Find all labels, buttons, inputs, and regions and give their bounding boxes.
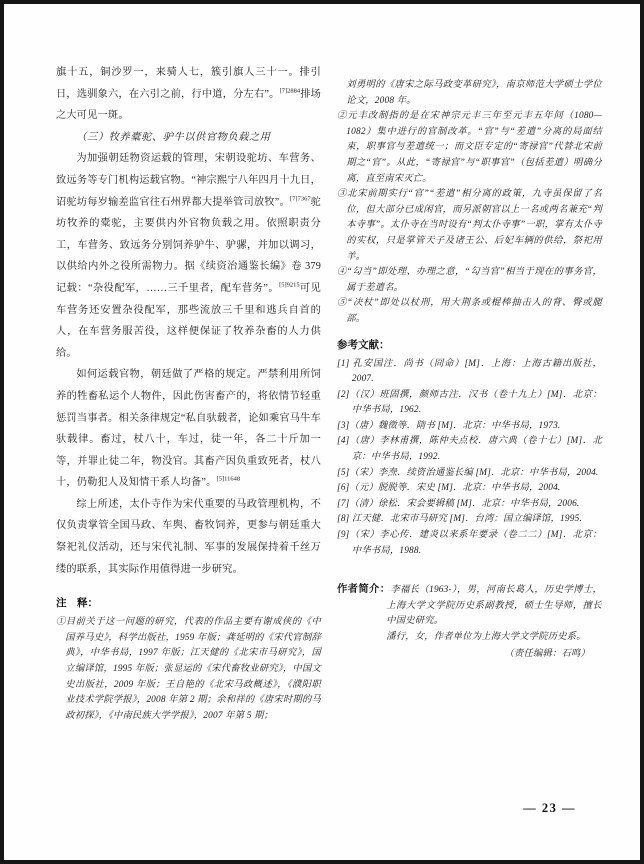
reference-item: [7]（清）徐松．宋会要辑稿 [M]．北京：中华书局，2006. (337, 498, 580, 509)
body-paragraph-continuation (56, 62, 321, 127)
author-bio-text: 李福长（1963-），男，河南长葛人，历史学博士，上海大学文学院历史系副教授，硕士生导师，擅长中国史研究。 (386, 585, 602, 627)
note-item-4: ④“勾当”即处理、办理之意，“勾当官”相当于现在的事务官，属于差遣名。 (337, 267, 602, 293)
note-item-3: ③北宋前期实行“官”“差遣”相分离的政策，九寺虽保留了名位，但大部分已成闲官，而另派朝官以上一名或两名兼充“判本寺事”。太仆寺在当时设有“判太仆寺事”一职，掌有太仆寺的实权，只是掌管天子及诸王公、后妃车辆的供给，祭祀用羊。 (337, 189, 602, 262)
references-header: 参考文献： (337, 338, 390, 351)
section-heading: （三）牧养橐驼、驴牛以供官物负载之用 (76, 131, 271, 143)
two-column-layout (4, 4, 640, 724)
author-bio-second: 潘行，女，作者单位为上海大学文学院历史系。 (386, 632, 586, 642)
note-item-1: ①目前关于这一问题的研究，代表的作品主要有谢成侠的《中国养马史》，科学出版社，1959 年版；龚延明的《宋代官制辞典》，中华书局，1997 年版；江天健的《北宋市马研究》，国立编译馆，1995 年版；张显运的《宋代畜牧业研究》，中国文史出版社，2009 年版；王自艳的《北宋马政概述》，《濮阳职业技术学院学报》，2008 年第 2 期；余和祥的《唐宋时期的马政初探》，《中南民族大学学报》，2007 年第 5 期； (56, 617, 321, 721)
body-paragraph (56, 364, 321, 494)
reference-item: [9]（宋）李心传．建炎以来系年要录（卷二二）[M]．北京：中华书局，1988. (337, 530, 602, 556)
reference-item: [5]（宋）李焘．续资治通鉴长编 [M]．北京：中华书局，2004. (337, 467, 599, 478)
editor-credit: （责任编辑：石鸣） (504, 648, 590, 659)
citation-superscript: [5]11648 (216, 475, 241, 483)
citation-superscript: [7]7367 (289, 195, 311, 203)
reference-item: [2]（汉）班固撰，颜师古注．汉书（卷十九上）[M]．北京：中华书局，1962. (337, 389, 602, 416)
paragraph-text: 为加强朝廷物资运载的管理，宋朝设驼坊、车营务、致远务等专门机构运载官物。“神宗熙宁八年四月十九日，诏驼坊每岁输差监官往石州界都大提举管司放牧”。 (56, 153, 321, 208)
body-paragraph-conclusion: 综上所述，太仆寺作为宋代重要的马政管理机构，不仅负责掌管全国马政、车舆、畜牧饲养，更参与朝廷重大祭祀礼仪活动，还与宋代礼制、军事的发展保持着千丝万缕的联系，其实际作用值得进一步研究。 (56, 498, 321, 575)
paragraph-text: 可见车营务还安置杂役配军，那些流放三千里和逃兵自首的人，在车营务服苦役，这样便保证了牧养杂畜的人力供给。 (56, 282, 321, 359)
citation-superscript: [5]9215 (279, 281, 300, 289)
paragraph-text: 排场之大可见一斑。 (56, 88, 321, 122)
paragraph-text: 驼坊牧养的橐驼，主要供内外官物负载之用。依照职责分工，车营务、致远务分别饲养驴牛、驴骡，并加以调习，以供给内外之役所需物力。据《续资治通鉴长编》卷 379 记载：“杂役配军，……三千里者，配车营务”。 (56, 196, 321, 294)
notes-section (56, 595, 321, 724)
reference-item: [6]（元）脱脱等．宋史 [M]．北京：中华书局，2004. (337, 483, 561, 494)
reference-item: [3]（唐）魏徵等．隋书 [M]．北京：中华书局，1973. (337, 420, 561, 431)
references-section (337, 337, 602, 560)
note-item-5: ⑤“决杖”即处以杖刑，用大荆条或棍棒抽击人的背、臀或腿部。 (337, 298, 602, 324)
paragraph-text: 如何运载官物，朝廷做了严格的规定。严禁利用所饲养的牲畜私运个人物件，因此伤害畜产的，将依情节轻重惩罚当事者。相关条律规定“私自驮载者，论如乘官马牛车驮载律。畜过，杖八十，车过，徒一年，各二十斤加一等，并罪止徒二年，物没官。其畜产因负重致死者，杖八十，仍勒犯人及知情干系人均备”。 (56, 369, 321, 489)
reference-item: [1] 孔安国注．尚书（冏命）[M]．上海：上海古籍出版社，2007. (337, 358, 602, 385)
author-bio-section (337, 582, 602, 662)
author-bio-label: 作者简介： (337, 584, 391, 596)
reference-item: [4]（唐）李林甫撰，陈仲夫点校．唐六典（卷十七）[M]．北京：中华书局，1992. (337, 436, 602, 463)
reference-item: [8] 江天健．北宋市马研究 [M]．台湾：国立编译馆，1995. (337, 514, 582, 525)
left-column (56, 62, 321, 724)
right-column (337, 62, 602, 724)
page-number: — 23 — (523, 801, 576, 815)
paragraph-text: 旗十五，铜沙罗一，来骑人七，簇引旗人三十一。排引日，选驯象六，在六引之前，行中道，分左右”。 (56, 67, 321, 100)
author-bio-first (337, 582, 602, 630)
note-item-2: ②元丰改制指的是在宋神宗元丰三年至元丰五年间（1080—1082）集中进行的官制改革。“官”与“差遣”分离的局面结束，职事官与差遣统一；而文臣专定的“寄禄官”代替北宋前期之“官”。从此，“寄禄官”与“职事官”（包括差遣）明确分离，直至南宋灭亡。 (337, 111, 602, 184)
body-paragraph (56, 148, 321, 364)
notes-header: 注 释： (56, 597, 98, 610)
note-item-1-continuation: 刘勇明的《唐宋之际马政变革研究》，南京师范大学硕士学位论文，2008 年。 (346, 80, 602, 106)
citation-superscript: [7]2884 (279, 87, 301, 95)
